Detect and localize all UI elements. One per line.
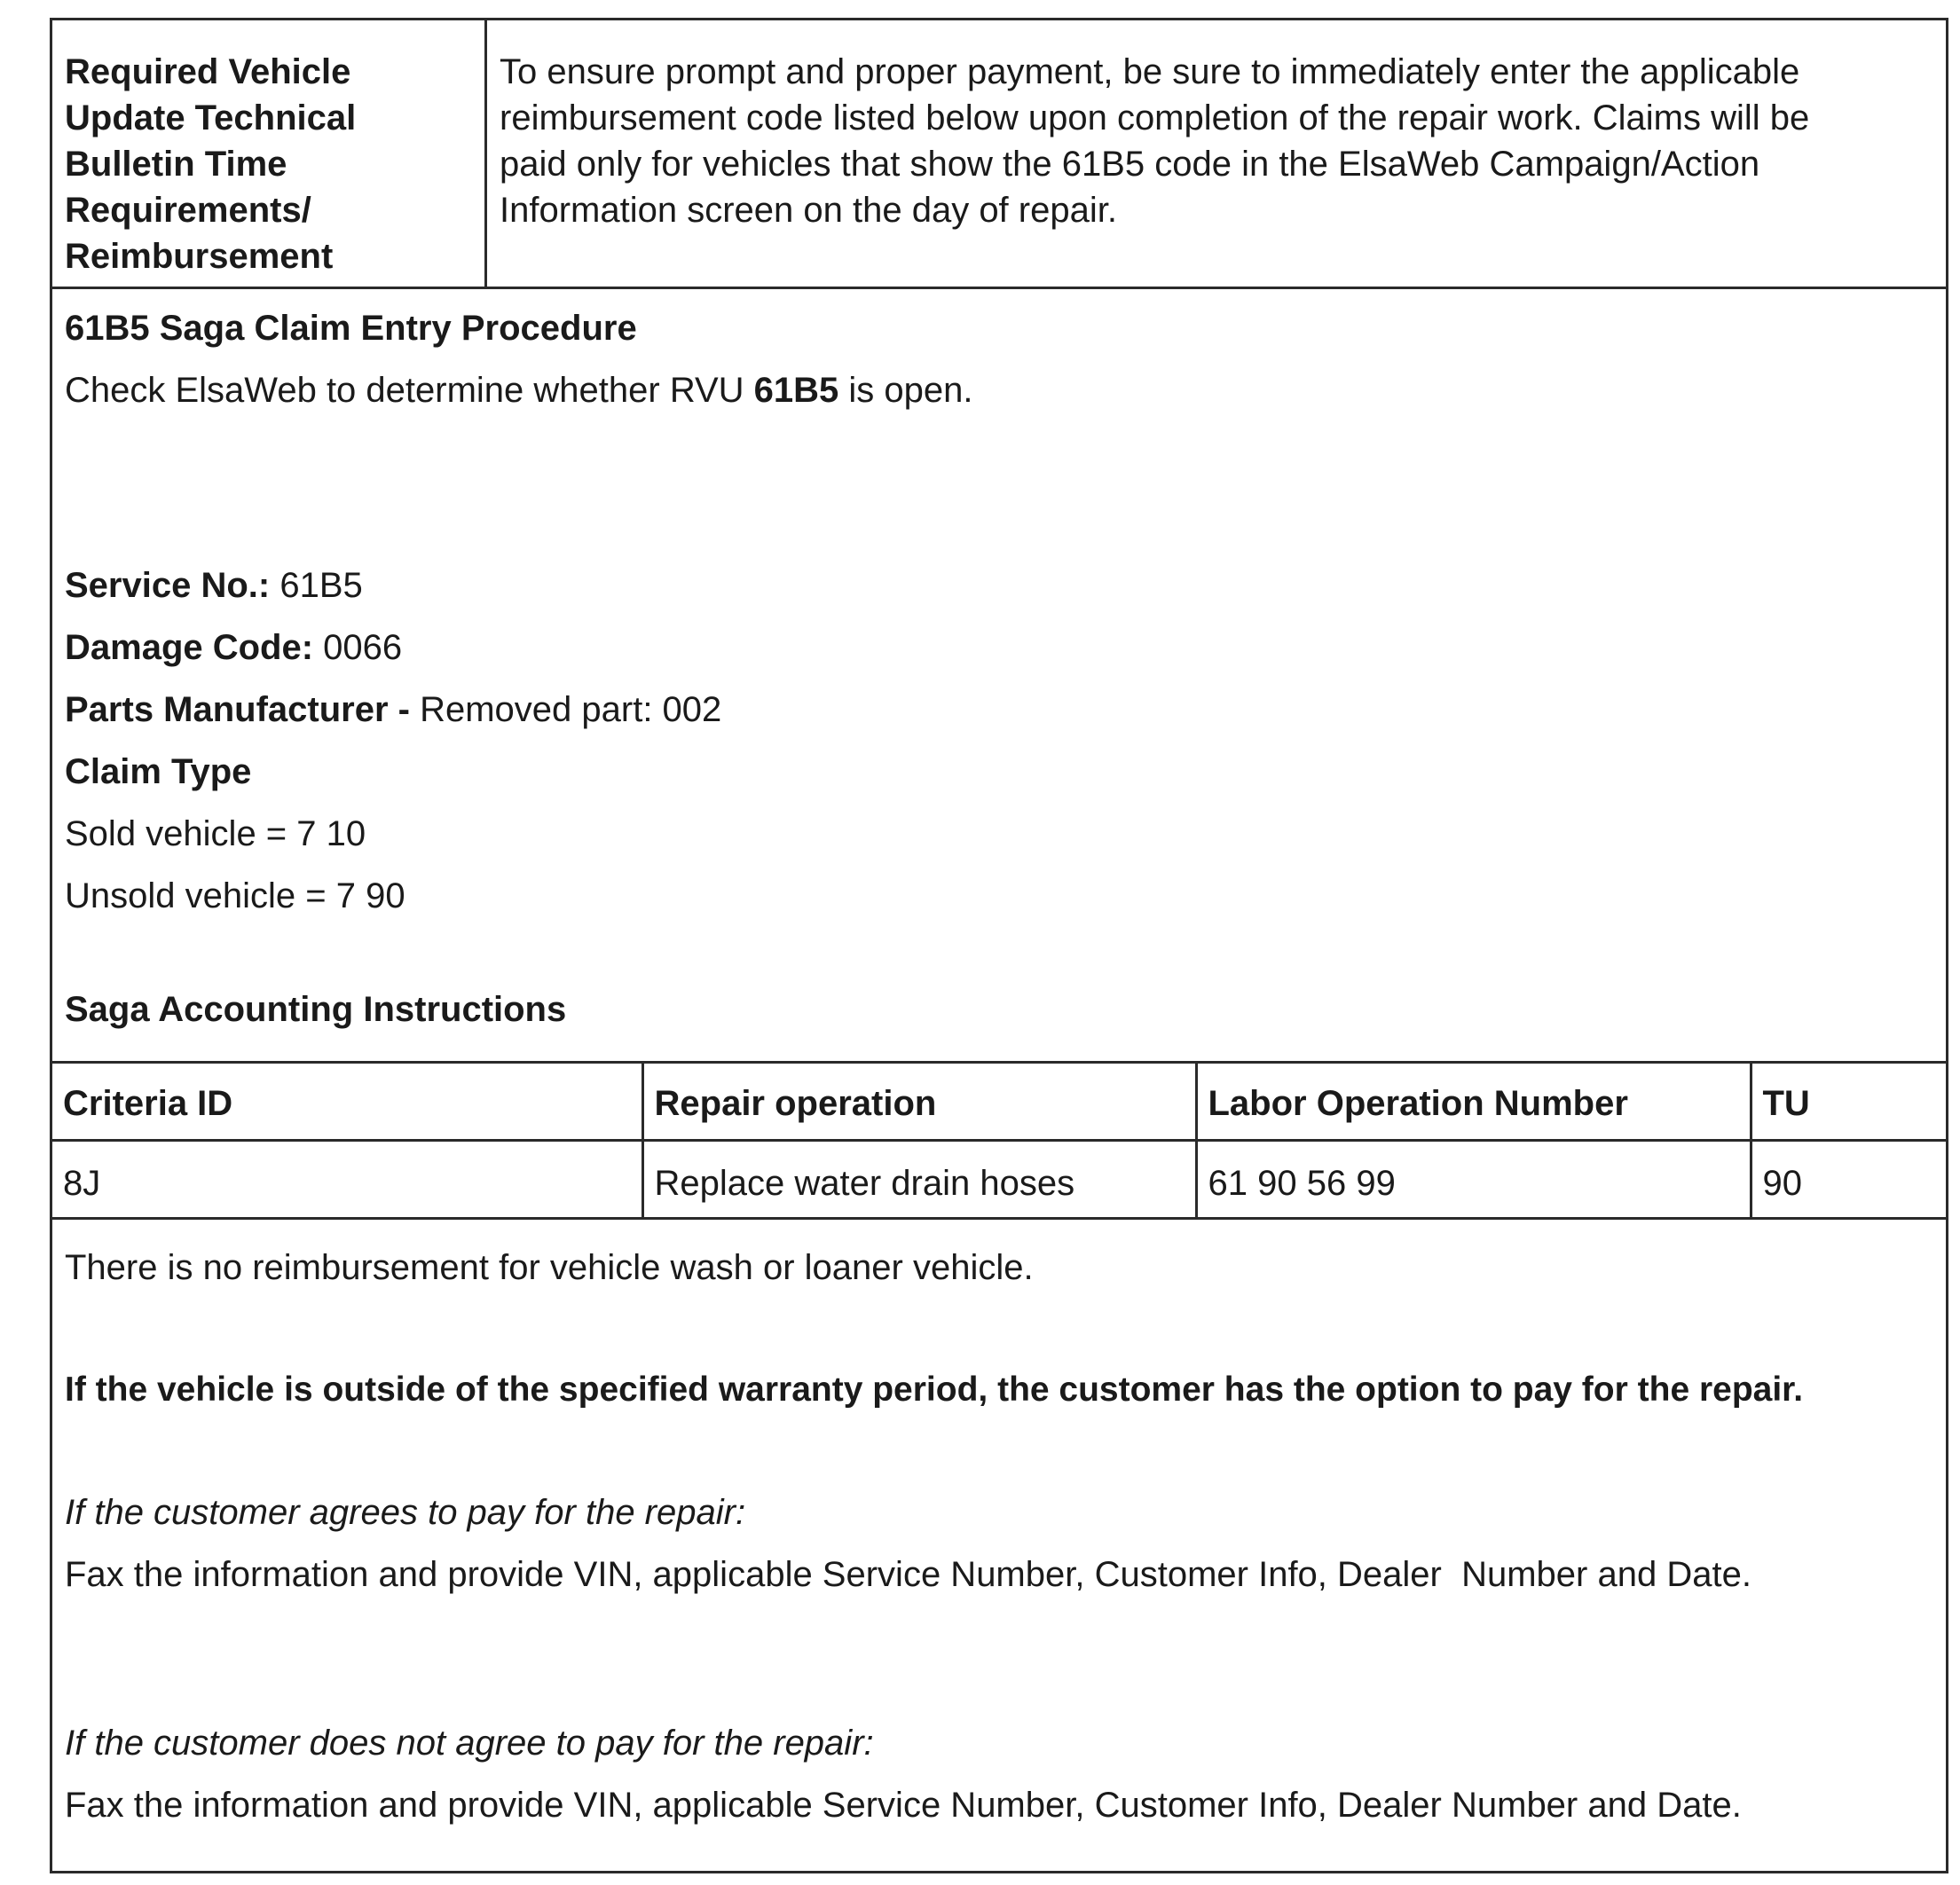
parts-manufacturer bbox=[65, 690, 721, 730]
damage-label: Damage Code: bbox=[65, 628, 314, 667]
parts-value: Removed part: 002 bbox=[409, 690, 722, 729]
service-label: Service No.: bbox=[65, 566, 271, 605]
warranty-note: If the vehicle is outside of the specified warranty period, the customer has the option to pay for the repair. bbox=[65, 1371, 1804, 1409]
header-label-line: Required Vehicle bbox=[65, 52, 351, 91]
header-description bbox=[487, 20, 1946, 287]
table-cell: Replace water drain hoses bbox=[642, 1141, 1196, 1219]
header-description-line: reimbursement code listed below upon completion of the repair work. Claims will be bbox=[500, 98, 1810, 137]
header-label bbox=[52, 20, 487, 287]
service-number bbox=[65, 566, 363, 606]
column-header: Criteria ID bbox=[52, 1063, 642, 1141]
header-label-line: Requirements/ bbox=[65, 191, 311, 230]
check-prefix: Check ElsaWeb to determine whether RVU bbox=[65, 371, 754, 410]
damage-value: 0066 bbox=[313, 628, 403, 667]
check-elsaweb-text bbox=[65, 371, 973, 411]
header-label-line: Bulletin Time bbox=[65, 145, 287, 184]
table-cell: 8J bbox=[52, 1141, 642, 1219]
sold-vehicle-code: Sold vehicle = 7 10 bbox=[65, 814, 366, 853]
check-suffix: is open. bbox=[838, 371, 973, 410]
claim-procedure-section bbox=[52, 289, 1946, 1061]
agree-heading: If the customer agrees to pay for the repair: bbox=[65, 1493, 746, 1532]
column-header: Repair operation bbox=[642, 1063, 1196, 1141]
header-row bbox=[52, 20, 1946, 289]
disagree-text-part: Fax the information and provide VIN, applicable Service Number, Customer Info, Dealer bbox=[65, 1786, 1442, 1825]
no-reimbursement-note: There is no reimbursement for vehicle wash or loaner vehicle. bbox=[65, 1248, 1034, 1287]
table-row bbox=[52, 1141, 1946, 1219]
header-description-line: To ensure prompt and proper payment, be sure to immediately enter the applicable bbox=[500, 52, 1800, 91]
header-description-line: paid only for vehicles that show the 61B5 code in the ElsaWeb Campaign/Action bbox=[500, 145, 1760, 184]
bulletin-document bbox=[50, 18, 1948, 1873]
agree-instructions bbox=[65, 1555, 1751, 1595]
accounting-table bbox=[52, 1061, 1946, 1220]
claim-type-label: Claim Type bbox=[65, 752, 252, 791]
disagree-text-part: Number and Date. bbox=[1451, 1786, 1742, 1825]
agree-text-part: Number and Date. bbox=[1461, 1555, 1751, 1594]
accounting-title: Saga Accounting Instructions bbox=[65, 990, 567, 1029]
check-code: 61B5 bbox=[753, 371, 839, 410]
table-cell: 61 90 56 99 bbox=[1196, 1141, 1751, 1219]
header-label-line: Reimbursement bbox=[65, 237, 334, 276]
column-header: Labor Operation Number bbox=[1196, 1063, 1751, 1141]
disagree-heading: If the customer does not agree to pay for the repair: bbox=[65, 1724, 874, 1763]
table-cell: 90 bbox=[1751, 1141, 1946, 1219]
damage-code bbox=[65, 628, 402, 668]
table-header-row bbox=[52, 1063, 1946, 1141]
header-description-line: Information screen on the day of repair. bbox=[500, 191, 1117, 230]
unsold-vehicle-code: Unsold vehicle = 7 90 bbox=[65, 876, 405, 915]
procedure-title: 61B5 Saga Claim Entry Procedure bbox=[65, 309, 637, 348]
service-value: 61B5 bbox=[270, 566, 363, 605]
payment-options-section bbox=[52, 1220, 1946, 1876]
parts-label: Parts Manufacturer - bbox=[65, 690, 410, 729]
header-label-line: Update Technical bbox=[65, 98, 357, 137]
disagree-instructions bbox=[65, 1786, 1742, 1826]
column-header: TU bbox=[1751, 1063, 1946, 1141]
agree-text-part: Fax the information and provide VIN, applicable Service Number, Customer Info, Dealer bbox=[65, 1555, 1442, 1594]
